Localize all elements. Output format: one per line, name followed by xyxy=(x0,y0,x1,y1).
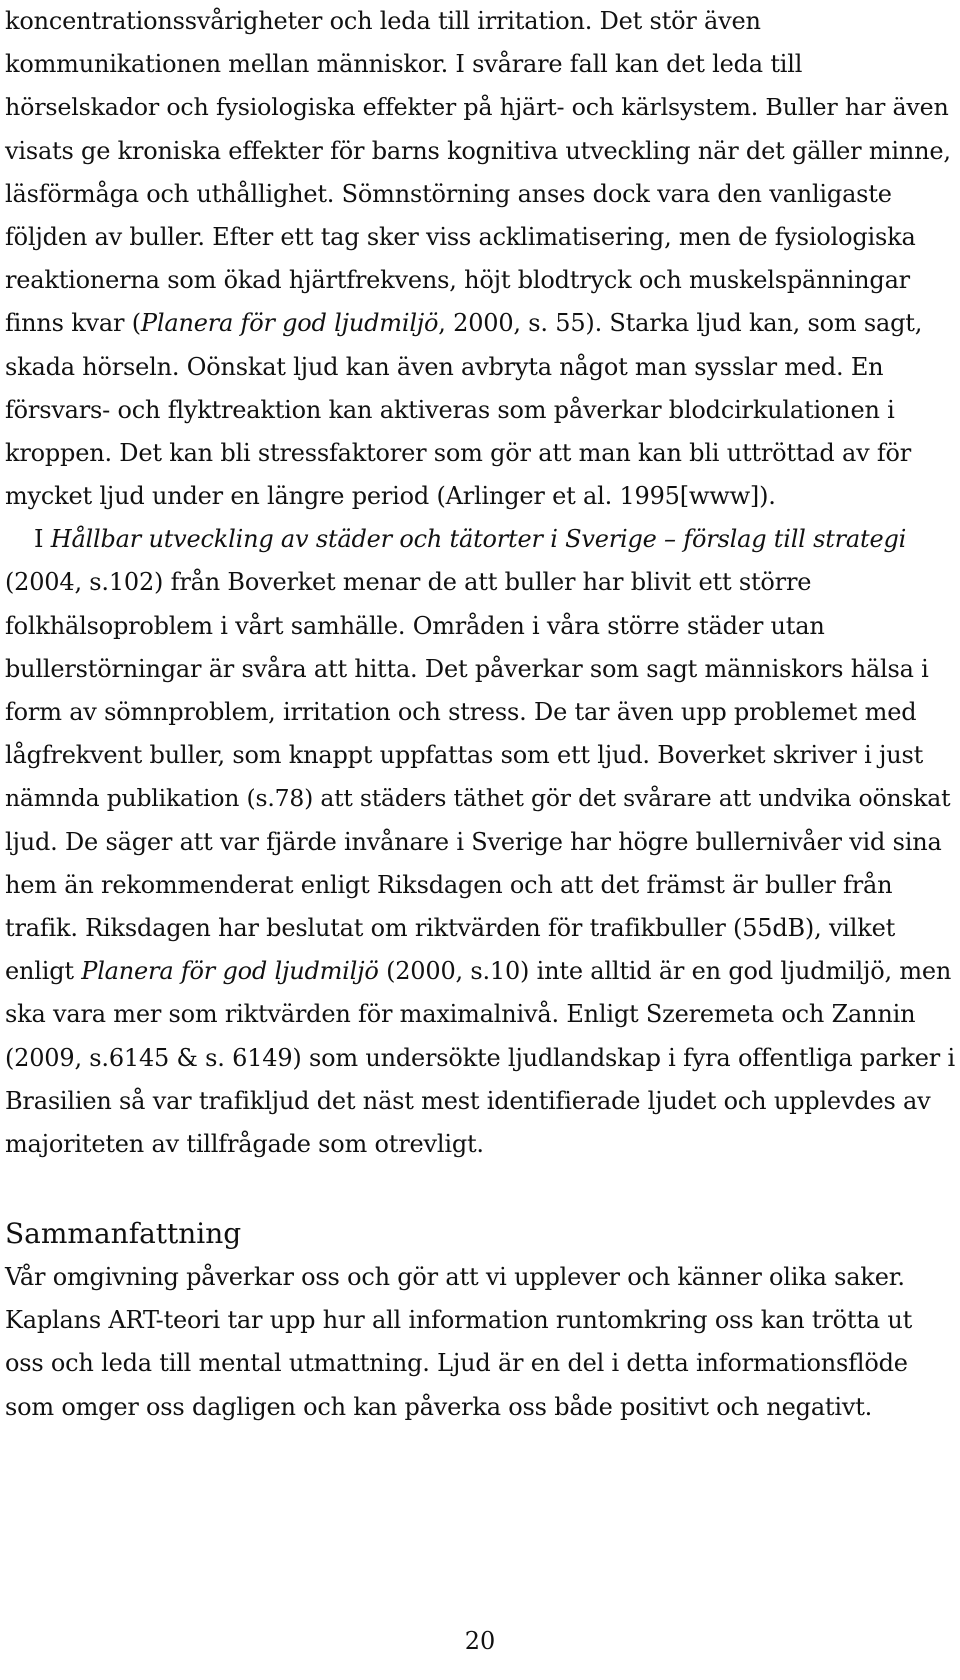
text-segment: finns kvar ( xyxy=(5,309,141,338)
text-line: läsförmåga och uthållighet. Sömnstörning anses dock vara den vanligaste xyxy=(5,179,892,208)
text-line: mycket ljud under en längre period (Arlinger et al. 1995[www]). xyxy=(5,482,776,511)
text-line: folkhälsoproblem i vårt samhälle. Områden i våra större städer utan xyxy=(5,611,825,640)
text-line: ska vara mer som riktvärden för maximalnivå. Enligt Szeremeta och Zannin xyxy=(5,1000,916,1029)
section-spacer xyxy=(5,1166,955,1206)
text-line: hörselskador och fysiologiska effekter på hjärt- och kärlsystem. Buller har även xyxy=(5,93,949,122)
text-line: Kaplans ART-teori tar upp hur all information runtomkring oss kan trötta ut xyxy=(5,1306,913,1335)
text-line: majoriteten av tillfrågade som otrevligt. xyxy=(5,1129,484,1158)
text-line xyxy=(5,302,955,345)
body-paragraphs xyxy=(5,0,955,1166)
text-line: som omger oss dagligen och kan påverka oss både positivt och negativt. xyxy=(5,1392,873,1421)
text-line: form av sömnproblem, irritation och stress. De tar även upp problemet med xyxy=(5,698,917,726)
text-line: Brasilien så var trafikljud det näst mest identifierade ljudet och upplevdes av xyxy=(5,1086,931,1115)
text-line: kroppen. Det kan bli stressfaktorer som gör att man kan bli uttröttad av för xyxy=(5,438,912,467)
text-line: nämnda publikation (s.78) att städers täthet gör det svårare att undvika oönskat xyxy=(5,784,951,813)
text-line: följden av buller. Efter ett tag sker viss acklimatisering, men de fysiologiska xyxy=(5,222,916,251)
cited-title: Planera för god ljudmiljö xyxy=(81,957,379,986)
text-line: koncentrationssvårigheter och leda till irritation. Det stör även xyxy=(5,7,761,35)
text-segment: enligt xyxy=(5,957,82,986)
text-line: reaktionerna som ökad hjärtfrekvens, höjt blodtryck och muskelspänningar xyxy=(5,266,910,295)
text-line: försvars- och flyktreaktion kan aktiveras som påverkar blodcirkulationen i xyxy=(5,395,895,424)
text-line: visats ge kroniska effekter för barns kognitiva utveckling när det gäller minne, xyxy=(5,136,951,165)
text-line: ljud. De säger att var fjärde invånare i Sverige har högre bullernivåer vid sina xyxy=(5,827,942,856)
text-line: lågfrekvent buller, som knappt uppfattas som ett ljud. Boverket skriver i just xyxy=(5,741,924,770)
document-page xyxy=(5,0,955,1429)
text-segment: I xyxy=(34,525,51,554)
cited-title: Planera för god ljudmiljö xyxy=(140,309,439,338)
text-line: hem än rekommenderat enligt Riksdagen och att det främst är buller från xyxy=(5,870,893,899)
text-line: (2004, s.102) från Boverket menar de att buller har blivit ett större xyxy=(5,568,812,597)
text-line xyxy=(5,518,955,561)
text-line: kommunikationen mellan människor. I svårare fall kan det leda till xyxy=(5,50,803,79)
page-number: 20 xyxy=(464,1627,496,1655)
text-line: Vår omgivning påverkar oss och gör att vi upplever och känner olika saker. xyxy=(5,1263,905,1292)
text-line: trafik. Riksdagen har beslutat om riktvärden för trafikbuller (55dB), vilket xyxy=(5,913,896,942)
text-segment: , 2000, s. 55). Starka ljud kan, som sagt, xyxy=(438,309,923,338)
section-heading: Sammanfattning xyxy=(5,1217,242,1251)
summary-section xyxy=(5,1212,955,1429)
text-segment: (2000, s.10) inte alltid är en god ljudmiljö, men xyxy=(378,957,952,986)
text-line: skada hörseln. Oönskat ljud kan även avbryta något man sysslar med. En xyxy=(5,352,884,381)
text-line: oss och leda till mental utmattning. Ljud är en del i detta informationsflöde xyxy=(5,1349,908,1378)
text-line: bullerstörningar är svåra att hitta. Det påverkar som sagt människors hälsa i xyxy=(5,654,929,683)
cited-title: Hållbar utveckling av städer och tätorter i Sverige – förslag till strategi xyxy=(50,525,907,554)
text-line xyxy=(5,950,955,993)
text-line: (2009, s.6145 & s. 6149) som undersökte ljudlandskap i fyra offentliga parker i xyxy=(5,1043,955,1072)
